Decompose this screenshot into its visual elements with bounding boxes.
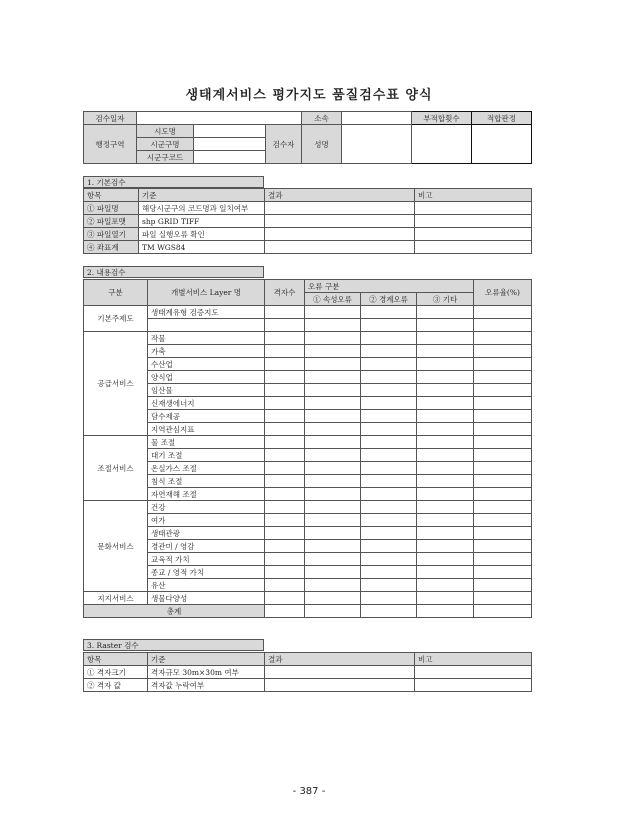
value-cell[interactable] — [265, 553, 305, 566]
value-cell[interactable] — [305, 449, 361, 462]
layer-name: 유산 — [148, 579, 265, 592]
value-cell[interactable] — [361, 553, 417, 566]
value-cell[interactable] — [305, 332, 361, 345]
check-standard: 격자값 누락여부 — [148, 679, 265, 692]
value-cell[interactable] — [305, 410, 361, 423]
value-cell[interactable] — [305, 553, 361, 566]
value-cell[interactable] — [361, 449, 417, 462]
table-row — [84, 462, 532, 475]
table-row — [84, 332, 532, 345]
sido-label: 시도명 — [137, 125, 194, 138]
col-err1: ① 속성오류 — [305, 293, 361, 306]
sigungu-code-label: 시군구코드 — [137, 151, 194, 164]
value-cell[interactable] — [265, 319, 305, 332]
value-cell[interactable] — [417, 345, 474, 358]
table-row — [84, 202, 532, 215]
value-cell[interactable] — [417, 410, 474, 423]
value-cell[interactable] — [265, 332, 305, 345]
value-cell[interactable] — [474, 332, 532, 345]
value-cell[interactable] — [474, 449, 532, 462]
value-cell[interactable] — [474, 306, 532, 319]
value-cell[interactable] — [417, 306, 474, 319]
value-cell[interactable] — [361, 384, 417, 397]
total-cell[interactable] — [417, 605, 474, 618]
value-cell[interactable] — [361, 501, 417, 514]
layer-name: 신재생에너지 — [148, 397, 265, 410]
org-label: 소속 — [302, 112, 342, 125]
sec2-title: 2. 내용검수 — [83, 266, 264, 278]
page-number: - 387 - — [292, 786, 326, 797]
value-cell[interactable] — [474, 436, 532, 449]
layer-name: 침식 조절 — [148, 475, 265, 488]
value-cell[interactable] — [361, 358, 417, 371]
sec3-col-item: 항목 — [84, 653, 148, 666]
value-cell[interactable] — [474, 319, 532, 332]
value-cell[interactable] — [305, 345, 361, 358]
value-cell[interactable] — [265, 371, 305, 384]
total-label: 총계 — [84, 605, 265, 618]
value-cell[interactable] — [265, 410, 305, 423]
inspect-date-value[interactable] — [137, 112, 302, 125]
value-cell[interactable] — [361, 436, 417, 449]
value-cell[interactable] — [305, 306, 361, 319]
layer-name: 생물다양성 — [148, 592, 265, 605]
value-cell[interactable] — [417, 566, 474, 579]
table-row — [84, 566, 532, 579]
sec1-title: 1. 기본검수 — [83, 176, 264, 188]
layer-name: 생태관광 — [148, 527, 265, 540]
sec1-col-result: 결과 — [265, 189, 415, 202]
value-cell[interactable] — [474, 488, 532, 501]
table-row — [84, 514, 532, 527]
note-cell[interactable] — [415, 666, 532, 679]
col-rate: 오류율(%) — [474, 280, 532, 306]
value-cell[interactable] — [417, 527, 474, 540]
layer-name: 종교 / 영적 가치 — [148, 566, 265, 579]
table-row — [84, 436, 532, 449]
total-cell[interactable] — [265, 605, 305, 618]
value-cell[interactable] — [305, 514, 361, 527]
value-cell[interactable] — [265, 449, 305, 462]
value-cell[interactable] — [417, 501, 474, 514]
value-cell[interactable] — [361, 397, 417, 410]
table-row — [84, 397, 532, 410]
value-cell[interactable] — [417, 397, 474, 410]
sec1-col-item: 항목 — [84, 189, 139, 202]
sec3-col-note: 비고 — [415, 653, 532, 666]
total-cell[interactable] — [305, 605, 361, 618]
value-cell[interactable] — [305, 579, 361, 592]
check-standard: shp GRID TIFF — [139, 215, 265, 228]
sec3-col-result: 결과 — [265, 653, 415, 666]
value-cell[interactable] — [417, 553, 474, 566]
value-cell[interactable] — [265, 501, 305, 514]
layer-name: 수산업 — [148, 358, 265, 371]
value-cell[interactable] — [474, 514, 532, 527]
value-cell[interactable] — [265, 527, 305, 540]
note-cell[interactable] — [415, 241, 532, 254]
layer-name: 임산물 — [148, 384, 265, 397]
check-standard: 파일 실행오류 확인 — [139, 228, 265, 241]
table-row — [84, 449, 532, 462]
sec3-title: 3. Raster 검수 — [83, 639, 264, 651]
result-cell[interactable] — [265, 202, 415, 215]
value-cell[interactable] — [474, 527, 532, 540]
value-cell[interactable] — [474, 579, 532, 592]
form-title: 생태계서비스 평가지도 품질검수표 양식 — [185, 88, 433, 103]
layer-name: 지역관심지표 — [148, 423, 265, 436]
name-value[interactable] — [342, 125, 412, 164]
layer-name: 자연재해 조절 — [148, 488, 265, 501]
col-err2: ② 경계오류 — [361, 293, 417, 306]
layer-name: 담수제공 — [148, 410, 265, 423]
layer-name: 대기 조절 — [148, 449, 265, 462]
value-cell[interactable] — [474, 501, 532, 514]
check-item: ① 파일명 — [84, 202, 139, 215]
sec1-col-std: 기준 — [139, 189, 265, 202]
check-item: ② 격자 값 — [84, 679, 148, 692]
raster-check-table — [83, 652, 532, 692]
check-item: ④ 좌표계 — [84, 241, 139, 254]
check-item: ① 격자크기 — [84, 666, 148, 679]
col-category: 구분 — [84, 280, 148, 306]
inspector-label: 검수자 — [266, 125, 302, 164]
basic-check-table — [83, 188, 532, 254]
sigungu-label: 시군구명 — [137, 138, 194, 151]
category-label: 문화서비스 — [84, 501, 148, 592]
col-error: 오류 구분 — [305, 280, 474, 293]
value-cell[interactable] — [305, 358, 361, 371]
value-cell[interactable] — [474, 371, 532, 384]
table-row — [84, 215, 532, 228]
value-cell[interactable] — [305, 436, 361, 449]
note-cell[interactable] — [415, 228, 532, 241]
value-cell[interactable] — [361, 332, 417, 345]
table-row — [84, 228, 532, 241]
note-cell[interactable] — [415, 215, 532, 228]
mismatch-count-label: 부적합횟수 — [412, 112, 472, 125]
col-err3: ③ 기타 — [417, 293, 474, 306]
value-cell[interactable] — [305, 566, 361, 579]
conformity-label: 적합판정 — [472, 112, 532, 125]
value-cell[interactable] — [417, 358, 474, 371]
value-cell[interactable] — [474, 475, 532, 488]
mismatch-count-value[interactable] — [412, 125, 472, 164]
value-cell[interactable] — [417, 462, 474, 475]
value-cell[interactable] — [474, 384, 532, 397]
value-cell[interactable] — [265, 384, 305, 397]
category-label: 공급서비스 — [84, 332, 148, 436]
value-cell[interactable] — [417, 384, 474, 397]
sido-value[interactable] — [194, 125, 266, 138]
value-cell[interactable] — [361, 566, 417, 579]
value-cell[interactable] — [417, 319, 474, 332]
result-cell[interactable] — [265, 666, 415, 679]
value-cell[interactable] — [361, 527, 417, 540]
value-cell[interactable] — [265, 462, 305, 475]
layer-name: 건강 — [148, 501, 265, 514]
value-cell[interactable] — [265, 592, 305, 605]
col-layer: 개별서비스 Layer 명 — [148, 280, 265, 306]
value-cell[interactable] — [417, 371, 474, 384]
value-cell[interactable] — [474, 553, 532, 566]
value-cell[interactable] — [417, 540, 474, 553]
value-cell[interactable] — [361, 579, 417, 592]
inspect-date-label: 검수일자 — [84, 112, 137, 125]
layer-name: 양식업 — [148, 371, 265, 384]
value-cell[interactable] — [417, 592, 474, 605]
col-grid: 격자수 — [265, 280, 305, 306]
value-cell[interactable] — [305, 540, 361, 553]
layer-name: 생태계유형 검증지도 — [148, 306, 265, 319]
value-cell[interactable] — [474, 397, 532, 410]
table-row — [84, 579, 532, 592]
layer-name: 교육적 가치 — [148, 553, 265, 566]
value-cell[interactable] — [417, 436, 474, 449]
value-cell[interactable] — [361, 345, 417, 358]
layer-name: 경관미 / 영감 — [148, 540, 265, 553]
value-cell[interactable] — [305, 397, 361, 410]
admin-area-label: 행정구역 — [84, 125, 137, 164]
value-cell[interactable] — [361, 488, 417, 501]
value-cell[interactable] — [265, 488, 305, 501]
table-row — [84, 306, 532, 319]
value-cell[interactable] — [417, 449, 474, 462]
check-standard: TM WGS84 — [139, 241, 265, 254]
value-cell[interactable] — [265, 306, 305, 319]
total-cell[interactable] — [474, 605, 532, 618]
value-cell[interactable] — [265, 540, 305, 553]
value-cell[interactable] — [417, 488, 474, 501]
table-row — [84, 241, 532, 254]
table-row — [84, 384, 532, 397]
value-cell[interactable] — [265, 423, 305, 436]
table-row — [84, 666, 532, 679]
value-cell[interactable] — [305, 592, 361, 605]
value-cell[interactable] — [265, 345, 305, 358]
value-cell[interactable] — [265, 436, 305, 449]
value-cell[interactable] — [474, 345, 532, 358]
table-row — [84, 371, 532, 384]
note-cell[interactable] — [415, 679, 532, 692]
value-cell[interactable] — [361, 514, 417, 527]
value-cell[interactable] — [305, 527, 361, 540]
value-cell[interactable] — [265, 397, 305, 410]
value-cell[interactable] — [265, 579, 305, 592]
sec3-col-std: 기준 — [148, 653, 265, 666]
layer-name — [148, 319, 265, 332]
category-label: 기본주제도 — [84, 306, 148, 332]
value-cell[interactable] — [474, 462, 532, 475]
value-cell[interactable] — [474, 592, 532, 605]
category-label: 조절서비스 — [84, 436, 148, 501]
note-cell[interactable] — [415, 202, 532, 215]
value-cell[interactable] — [305, 423, 361, 436]
value-cell[interactable] — [305, 371, 361, 384]
value-cell[interactable] — [361, 319, 417, 332]
value-cell[interactable] — [361, 423, 417, 436]
check-standard: 해당시군구의 코드명과 일치여부 — [139, 202, 265, 215]
value-cell[interactable] — [361, 540, 417, 553]
value-cell[interactable] — [417, 514, 474, 527]
value-cell[interactable] — [265, 475, 305, 488]
value-cell[interactable] — [265, 514, 305, 527]
table-row — [84, 501, 532, 514]
table-row — [84, 358, 532, 371]
table-row — [84, 475, 532, 488]
value-cell[interactable] — [361, 306, 417, 319]
table-row — [84, 410, 532, 423]
value-cell[interactable] — [265, 566, 305, 579]
result-cell[interactable] — [265, 228, 415, 241]
result-cell[interactable] — [265, 679, 415, 692]
category-label: 지지서비스 — [84, 592, 148, 605]
value-cell[interactable] — [474, 566, 532, 579]
conformity-value[interactable] — [472, 125, 532, 164]
org-value[interactable] — [342, 112, 412, 125]
table-row — [84, 679, 532, 692]
sigungu-code-value[interactable] — [194, 151, 266, 164]
value-cell[interactable] — [361, 410, 417, 423]
sec1-col-note: 비고 — [415, 189, 532, 202]
value-cell[interactable] — [305, 475, 361, 488]
value-cell[interactable] — [265, 358, 305, 371]
value-cell[interactable] — [305, 462, 361, 475]
value-cell[interactable] — [417, 423, 474, 436]
name-label: 성명 — [302, 125, 342, 164]
value-cell[interactable] — [361, 462, 417, 475]
result-cell[interactable] — [265, 215, 415, 228]
value-cell[interactable] — [474, 423, 532, 436]
value-cell[interactable] — [474, 540, 532, 553]
layer-name: 여가 — [148, 514, 265, 527]
header-table — [83, 111, 532, 164]
value-cell[interactable] — [305, 488, 361, 501]
check-item: ③ 파일열기 — [84, 228, 139, 241]
value-cell[interactable] — [417, 475, 474, 488]
value-cell[interactable] — [305, 319, 361, 332]
value-cell[interactable] — [305, 384, 361, 397]
check-item: ② 파일포맷 — [84, 215, 139, 228]
value-cell[interactable] — [417, 332, 474, 345]
table-row — [84, 540, 532, 553]
layer-name: 가축 — [148, 345, 265, 358]
value-cell[interactable] — [474, 410, 532, 423]
sigungu-value[interactable] — [194, 138, 266, 151]
table-row — [84, 553, 532, 566]
value-cell[interactable] — [305, 501, 361, 514]
table-row — [84, 345, 532, 358]
table-row — [84, 592, 532, 605]
value-cell[interactable] — [474, 358, 532, 371]
table-row — [84, 319, 532, 332]
total-cell[interactable] — [361, 605, 417, 618]
result-cell[interactable] — [265, 241, 415, 254]
layer-name: 물 조절 — [148, 436, 265, 449]
value-cell[interactable] — [361, 475, 417, 488]
table-row — [84, 527, 532, 540]
table-row — [84, 423, 532, 436]
layer-name: 작물 — [148, 332, 265, 345]
check-standard: 격자규모 30m×30m 여부 — [148, 666, 265, 679]
table-row — [84, 488, 532, 501]
content-check-table — [83, 279, 532, 618]
value-cell[interactable] — [361, 371, 417, 384]
value-cell[interactable] — [417, 579, 474, 592]
layer-name: 온실가스 조절 — [148, 462, 265, 475]
value-cell[interactable] — [361, 592, 417, 605]
